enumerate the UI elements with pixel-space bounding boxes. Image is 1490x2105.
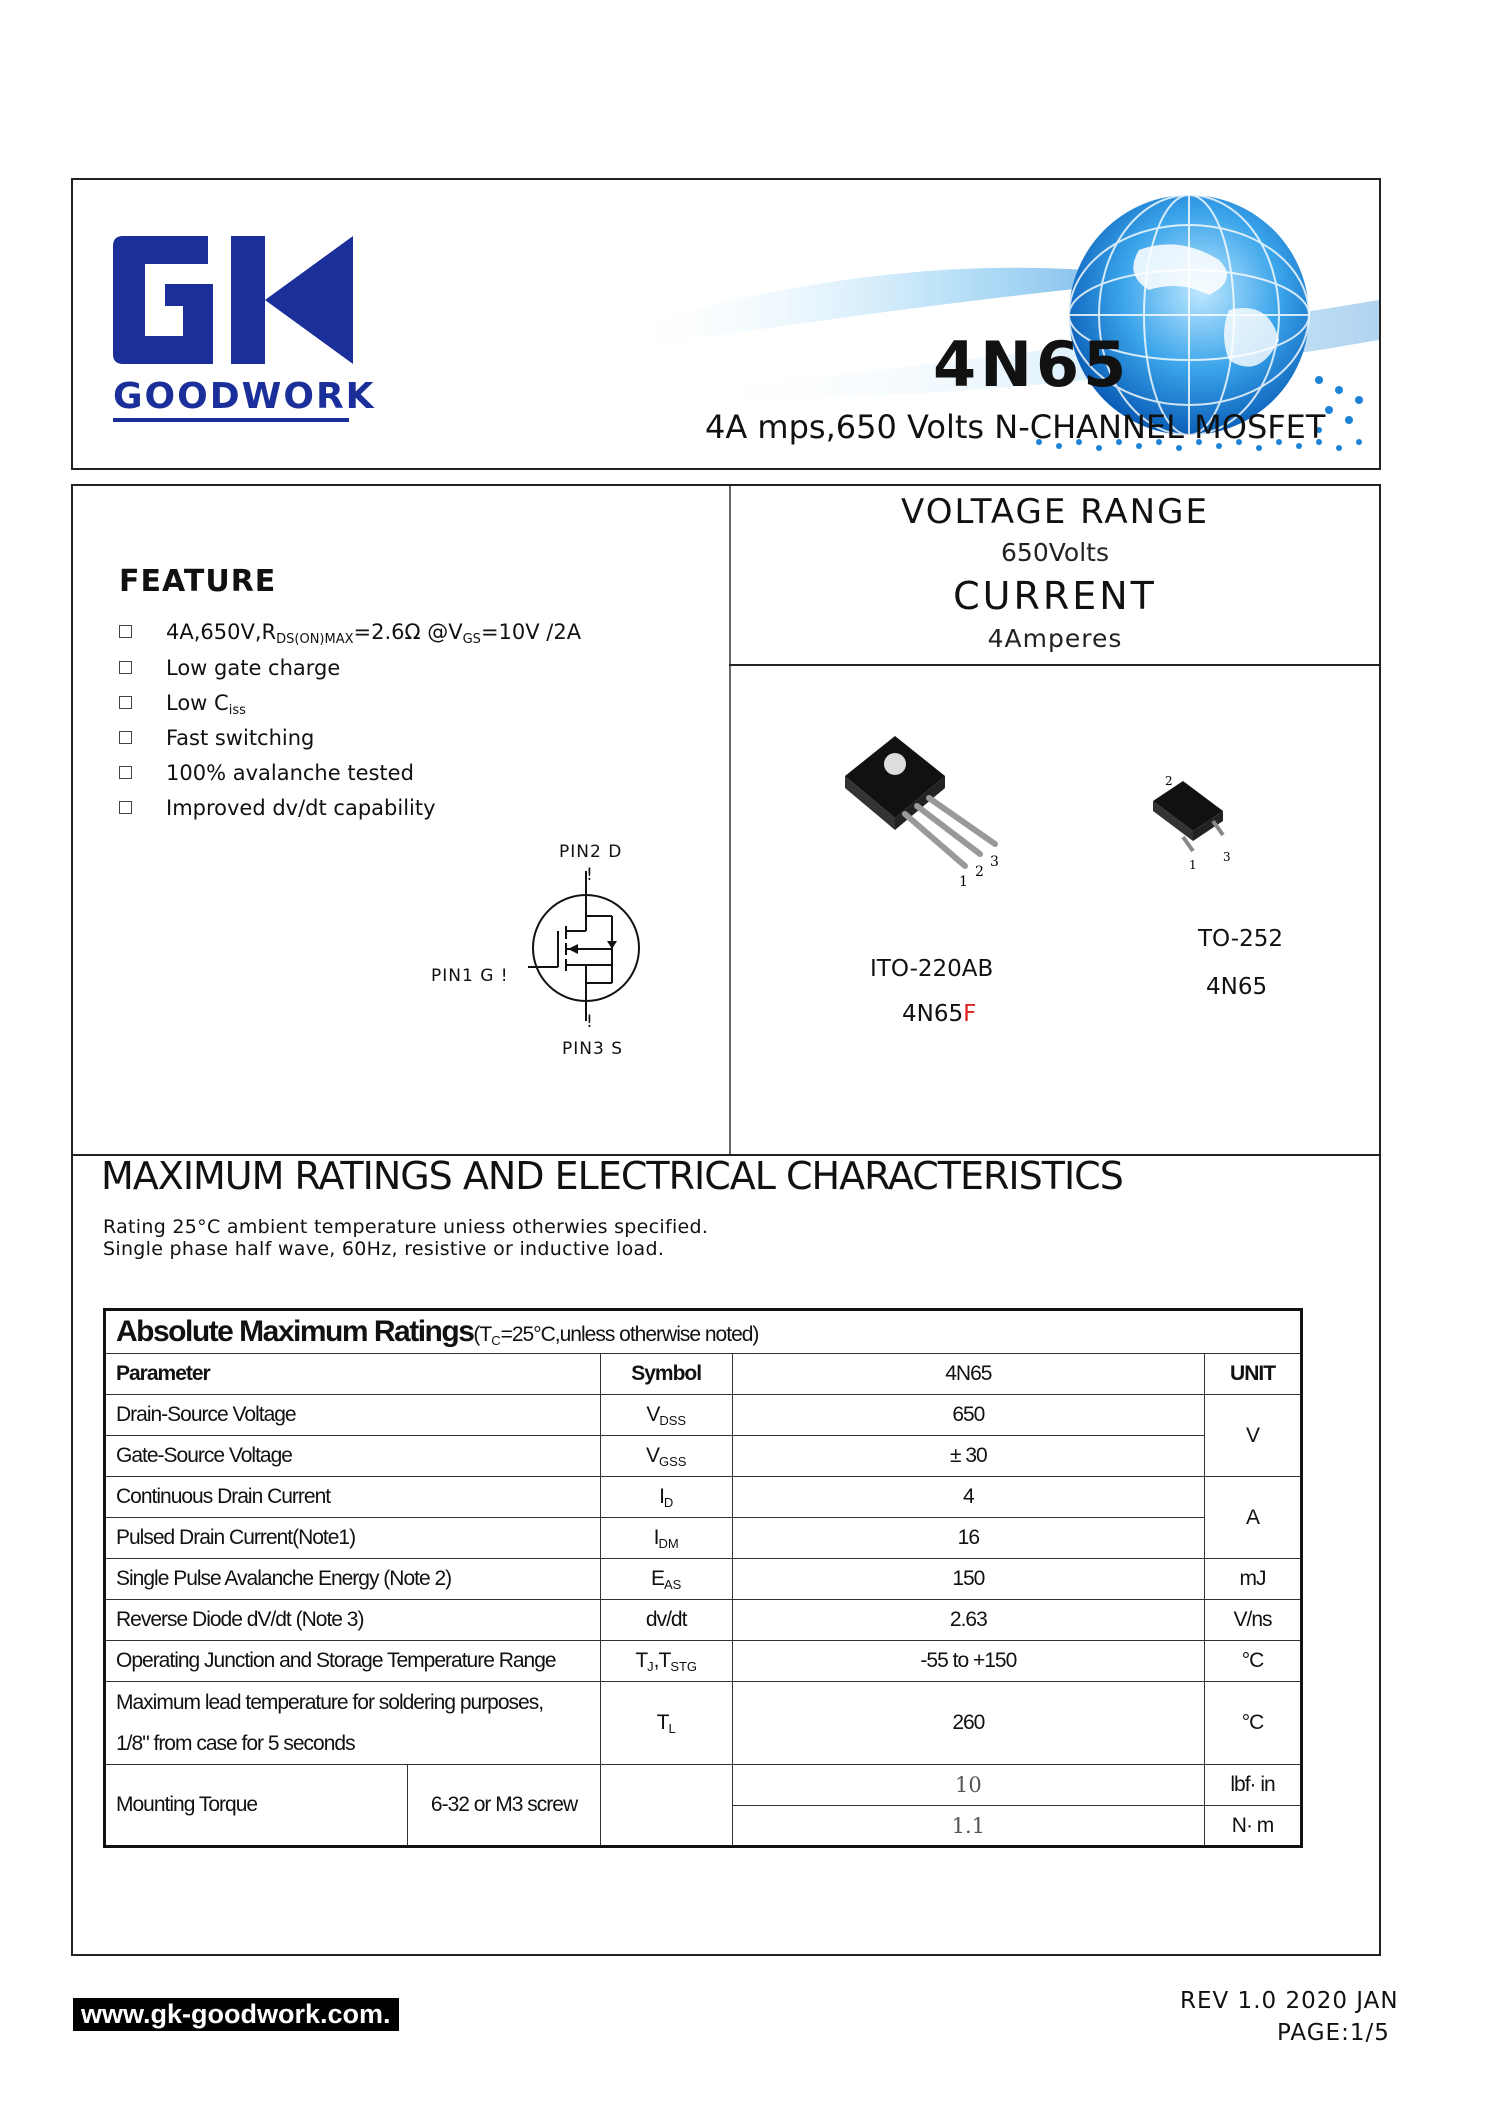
ito-pin2-label: 2 (975, 864, 984, 880)
logo-underline (113, 418, 349, 422)
table-row: Maximum lead temperature for soldering purposes, 1/8" from case for 5 seconds $T_L$ 260 °C (105, 1682, 1302, 1765)
bullet-box-icon (119, 625, 132, 638)
absolute-max-ratings-table (103, 1308, 1303, 1848)
ito-pin3-label: 3 (990, 854, 999, 870)
pin2-mark: ! (586, 865, 594, 885)
to252-package-icon (1143, 771, 1273, 871)
table-row: Mounting Torque 6-32 or M3 screw 10 lbf· in (105, 1765, 1302, 1806)
pin3-label: PIN3 S (562, 1039, 623, 1059)
table-row: Continuous Drain Current $I_D$ 4 A (105, 1477, 1302, 1518)
header-banner (71, 178, 1381, 470)
table-row: Single Pulse Avalanche Energy (Note 2) $E_{AS}$ 150 mJ (105, 1559, 1302, 1600)
header-symbol: Symbol (600, 1354, 732, 1395)
table-row: Operating Junction and Storage Temperature Range $T_J,T_{STG}$ -55 to +150 °C (105, 1641, 1302, 1682)
current-title: CURRENT (953, 574, 1157, 618)
feature-item: 100% avalanche tested (119, 761, 414, 785)
feature-item: Low $C_{iss}$ (119, 691, 246, 718)
table-header-row (105, 1354, 1302, 1395)
bullet-box-icon (119, 696, 132, 709)
bullet-box-icon (119, 661, 132, 674)
feature-item: $4A,650V,R_{DS(ON)MAX}=2.6\Omega$ $@V_{GS}=10V$ /2A (119, 620, 581, 647)
bullet-box-icon (119, 731, 132, 744)
feature-heading: FEATURE (119, 564, 277, 599)
ito-pin1-label: 1 (959, 874, 968, 890)
section-title: MAXIMUM RATINGS AND ELECTRICAL CHARACTERISTICS (101, 1154, 1123, 1198)
table-caption: Absolute Maximum $Ratings(T_C=25^\circ C,unless$ otherwise noted) (105, 1310, 1302, 1354)
page-number: PAGE:1/5 (1277, 2020, 1390, 2046)
logo-wordmark: GOODWORK (113, 376, 376, 417)
main-content-box (71, 484, 1381, 1956)
table-row: Reverse Diode dV/dt (Note 3) dv/dt 2.63 V/ns (105, 1600, 1302, 1641)
pin1-label: PIN1 G ! (431, 966, 509, 986)
bullet-box-icon (119, 801, 132, 814)
to252-part: 4N65 (1206, 974, 1268, 1000)
voltage-range-value: 650Volts (1001, 538, 1109, 567)
voltage-range-title: VOLTAGE RANGE (901, 492, 1209, 532)
to252-label: TO-252 (1198, 926, 1283, 952)
to252-pin3-label: 3 (1223, 850, 1231, 864)
current-value: 4Amperes (987, 624, 1123, 653)
gk-logo-icon (113, 236, 353, 366)
header-value: 4N65 (732, 1354, 1204, 1395)
ito220-label: ITO-220AB (870, 956, 994, 982)
feature-item: Fast switching (119, 726, 314, 750)
to252-pin1-label: 1 (1189, 858, 1197, 871)
table-row: Pulsed Drain Current(Note1) $I_{DM}$ 16 (105, 1518, 1302, 1559)
ito220-part: 4N65F (902, 1001, 977, 1027)
feature-item: Improved dv/dt capability (119, 796, 436, 820)
table-row: Gate-Source Voltage $V_{GSS}$ ± 30 (105, 1436, 1302, 1477)
pin3-mark: ! (586, 1012, 594, 1032)
part-subtitle: 4A mps,650 Volts N-CHANNEL MOSFET (705, 408, 1326, 446)
table-row: Drain-Source Voltage $V_{DSS}$ 650 V (105, 1395, 1302, 1436)
table-caption-row (105, 1310, 1302, 1354)
header-parameter: Parameter (105, 1354, 601, 1395)
header-unit: UNIT (1205, 1354, 1302, 1395)
table-row: 1.1 N· m (105, 1806, 1302, 1847)
rating-note-1: Rating 25°C ambient temperature uniess otherwies specified. (103, 1216, 709, 1238)
rating-note-2: Single phase half wave, 60Hz, resistive or inductive load. (103, 1238, 665, 1260)
revision-label: REV 1.0 2020 JAN (1180, 1988, 1399, 2014)
ito220-package-icon (835, 726, 1015, 896)
part-number-title: 4N65 (933, 328, 1131, 401)
to252-pin2-label: 2 (1165, 774, 1173, 788)
website-link[interactable]: www.gk-goodwork.com. (73, 1998, 399, 2031)
mosfet-symbol-icon (528, 871, 648, 1021)
right-divider (729, 664, 1381, 666)
pin2-label: PIN2 D (559, 842, 623, 862)
bullet-box-icon (119, 766, 132, 779)
feature-item: Low gate charge (119, 656, 340, 680)
